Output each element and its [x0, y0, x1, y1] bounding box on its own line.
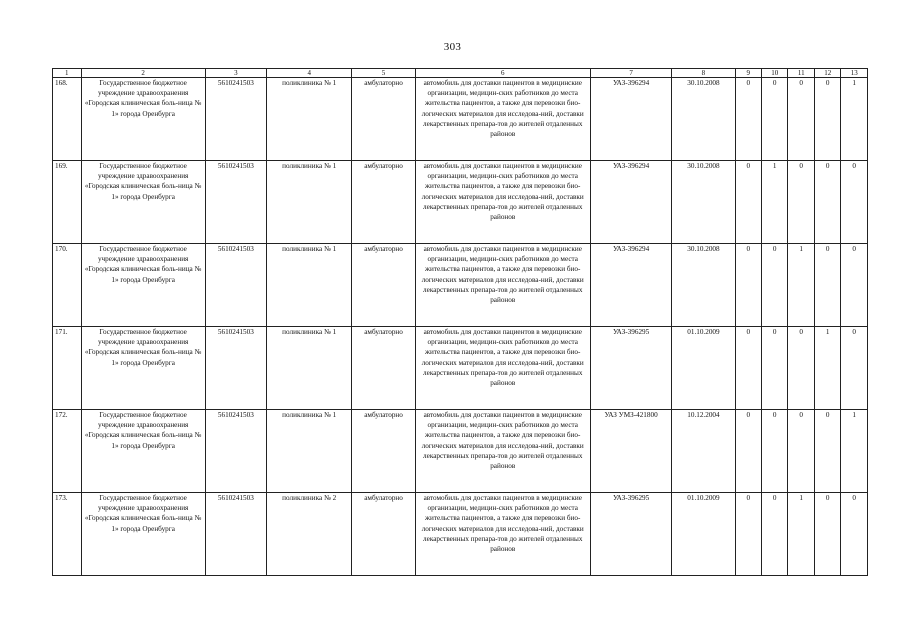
- row-number: 169.: [53, 161, 82, 244]
- column-header: 2: [81, 69, 205, 78]
- column-header: 10: [761, 69, 787, 78]
- organization-code: 5610241503: [205, 493, 266, 576]
- column-header: 12: [814, 69, 840, 78]
- care-type: амбулаторно: [352, 78, 415, 161]
- flag-col-11: 1: [788, 244, 814, 327]
- column-header: 8: [672, 69, 735, 78]
- care-type: амбулаторно: [352, 327, 415, 410]
- flag-col-13: 0: [841, 327, 868, 410]
- vehicle-date: 01.10.2009: [672, 327, 735, 410]
- flag-col-12: 0: [814, 493, 840, 576]
- flag-col-12: 0: [814, 244, 840, 327]
- row-number: 170.: [53, 244, 82, 327]
- flag-col-11: 0: [788, 327, 814, 410]
- flag-col-12: 1: [814, 327, 840, 410]
- flag-col-9: 0: [735, 244, 761, 327]
- division-name: поликлиника № 1: [266, 410, 352, 493]
- vehicle-model: УАЗ-396294: [590, 78, 672, 161]
- vehicle-date: 30.10.2008: [672, 244, 735, 327]
- vehicle-purpose: автомобиль для доставки пациентов в медицинские организации, медицин-ских работников до места жительства пациентов, а также для перевозки био-логических материалов для исследова-ний, доставки лекарственных препара-тов до жителей отдаленных районов: [415, 78, 590, 161]
- organization-code: 5610241503: [205, 161, 266, 244]
- division-name: поликлиника № 1: [266, 244, 352, 327]
- flag-col-13: 0: [841, 244, 868, 327]
- organization-code: 5610241503: [205, 410, 266, 493]
- flag-col-10: 0: [761, 244, 787, 327]
- flag-col-10: 1: [761, 161, 787, 244]
- flag-col-12: 0: [814, 78, 840, 161]
- table-row: [53, 161, 868, 244]
- table-row: [53, 327, 868, 410]
- care-type: амбулаторно: [352, 161, 415, 244]
- table-row: [53, 78, 868, 161]
- organization-name: Государственное бюджетное учреждение здравоохранения «Городская клиническая боль-ница № 1» города Оренбурга: [81, 327, 205, 410]
- organization-name: Государственное бюджетное учреждение здравоохранения «Городская клиническая боль-ница № 1» города Оренбурга: [81, 161, 205, 244]
- flag-col-9: 0: [735, 493, 761, 576]
- vehicle-date: 30.10.2008: [672, 161, 735, 244]
- division-name: поликлиника № 1: [266, 161, 352, 244]
- vehicle-purpose: автомобиль для доставки пациентов в медицинские организации, медицин-ских работников до места жительства пациентов, а также для перевозки био-логических материалов для исследова-ний, доставки лекарственных препара-тов до жителей отдаленных районов: [415, 244, 590, 327]
- flag-col-10: 0: [761, 327, 787, 410]
- organization-code: 5610241503: [205, 78, 266, 161]
- vehicle-model: УАЗ-396295: [590, 493, 672, 576]
- vehicle-date: 01.10.2009: [672, 493, 735, 576]
- column-header: 9: [735, 69, 761, 78]
- division-name: поликлиника № 1: [266, 327, 352, 410]
- page-number: 303: [443, 41, 462, 53]
- vehicle-date: 10.12.2004: [672, 410, 735, 493]
- organization-code: 5610241503: [205, 327, 266, 410]
- organization-name: Государственное бюджетное учреждение здравоохранения «Городская клиническая боль-ница № 1» города Оренбурга: [81, 493, 205, 576]
- flag-col-9: 0: [735, 327, 761, 410]
- column-header: 6: [415, 69, 590, 78]
- flag-col-12: 0: [814, 410, 840, 493]
- organization-name: Государственное бюджетное учреждение здравоохранения «Городская клиническая боль-ница № 1» города Оренбурга: [81, 78, 205, 161]
- vehicle-model: УАЗ УМЗ-421800: [590, 410, 672, 493]
- row-number: 173.: [53, 493, 82, 576]
- organization-name: Государственное бюджетное учреждение здравоохранения «Городская клиническая боль-ница № 1» города Оренбурга: [81, 410, 205, 493]
- vehicle-model: УАЗ-396295: [590, 327, 672, 410]
- organization-name: Государственное бюджетное учреждение здравоохранения «Городская клиническая боль-ница № 1» города Оренбурга: [81, 244, 205, 327]
- flag-col-9: 0: [735, 161, 761, 244]
- flag-col-13: 1: [841, 410, 868, 493]
- care-type: амбулаторно: [352, 244, 415, 327]
- column-header: 3: [205, 69, 266, 78]
- vehicle-date: 30.10.2008: [672, 78, 735, 161]
- column-header: 11: [788, 69, 814, 78]
- flag-col-10: 0: [761, 78, 787, 161]
- organization-code: 5610241503: [205, 244, 266, 327]
- flag-col-13: 0: [841, 493, 868, 576]
- column-header: 7: [590, 69, 672, 78]
- flag-col-9: 0: [735, 410, 761, 493]
- vehicle-purpose: автомобиль для доставки пациентов в медицинские организации, медицин-ских работников до места жительства пациентов, а также для перевозки био-логических материалов для исследова-ний, доставки лекарственных препара-тов до жителей отдаленных районов: [415, 493, 590, 576]
- row-number: 172.: [53, 410, 82, 493]
- column-number-row: [53, 69, 868, 78]
- table-row: [53, 244, 868, 327]
- table-row: [53, 493, 868, 576]
- vehicle-purpose: автомобиль для доставки пациентов в медицинские организации, медицин-ских работников до места жительства пациентов, а также для перевозки био-логических материалов для исследова-ний, доставки лекарственных препара-тов до жителей отдаленных районов: [415, 327, 590, 410]
- flag-col-13: 1: [841, 78, 868, 161]
- vehicle-model: УАЗ-396294: [590, 244, 672, 327]
- care-type: амбулаторно: [352, 410, 415, 493]
- flag-col-10: 0: [761, 493, 787, 576]
- flag-col-11: 0: [788, 410, 814, 493]
- column-header: 13: [841, 69, 868, 78]
- vehicle-purpose: автомобиль для доставки пациентов в медицинские организации, медицин-ских работников до места жительства пациентов, а также для перевозки био-логических материалов для исследова-ний, доставки лекарственных препара-тов до жителей отдаленных районов: [415, 161, 590, 244]
- vehicle-registry-table: [52, 68, 868, 576]
- row-number: 168.: [53, 78, 82, 161]
- table-row: [53, 410, 868, 493]
- flag-col-9: 0: [735, 78, 761, 161]
- vehicle-model: УАЗ-396294: [590, 161, 672, 244]
- flag-col-11: 0: [788, 161, 814, 244]
- division-name: поликлиника № 2: [266, 493, 352, 576]
- vehicle-purpose: автомобиль для доставки пациентов в медицинские организации, медицин-ских работников до места жительства пациентов, а также для перевозки био-логических материалов для исследова-ний, доставки лекарственных препара-тов до жителей отдаленных районов: [415, 410, 590, 493]
- flag-col-12: 0: [814, 161, 840, 244]
- column-header: 1: [53, 69, 82, 78]
- row-number: 171.: [53, 327, 82, 410]
- flag-col-10: 0: [761, 410, 787, 493]
- flag-col-11: 0: [788, 78, 814, 161]
- care-type: амбулаторно: [352, 493, 415, 576]
- flag-col-11: 1: [788, 493, 814, 576]
- division-name: поликлиника № 1: [266, 78, 352, 161]
- flag-col-13: 0: [841, 161, 868, 244]
- column-header: 5: [352, 69, 415, 78]
- column-header: 4: [266, 69, 352, 78]
